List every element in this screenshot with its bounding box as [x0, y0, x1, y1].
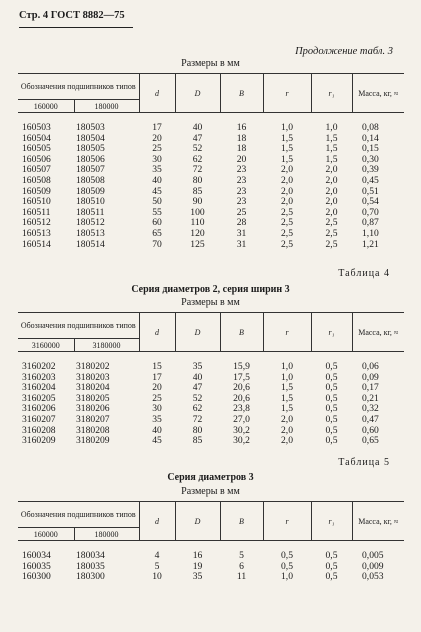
B-header: B [220, 74, 263, 113]
type-b-cell: 3180205 [76, 392, 110, 404]
type-b-cell: 180506 [76, 153, 105, 165]
D-cell: 52 [192, 143, 203, 155]
section3-title: Серия диаметров 3 [167, 472, 254, 483]
mass-cell: 0,21 [362, 392, 379, 404]
mass-cell: 0,45 [362, 174, 379, 186]
B-cell: 30,2 [233, 435, 250, 447]
section2-units: Размеры в мм [181, 297, 240, 308]
table-4-label: Таблица 4 [338, 268, 390, 279]
mass-cell: 0,87 [362, 217, 379, 229]
r-cell: 2,0 [281, 413, 293, 425]
D-cell: 40 [192, 371, 203, 383]
B-cell: 5 [239, 550, 244, 561]
B-header: B [220, 502, 263, 541]
D-cell: 40 [192, 122, 203, 133]
r1-cell: 2,0 [325, 164, 338, 176]
B-cell: 31 [236, 238, 247, 250]
type-a-cell: 160508 [22, 174, 51, 186]
type-b-cell: 3180202 [76, 361, 110, 372]
mass-cell: 0,51 [362, 185, 379, 197]
r-header: r [263, 74, 311, 113]
type-b-cell: 3180203 [76, 371, 110, 383]
B-cell: 23 [236, 164, 247, 176]
designation-header: Обозначения подшипников типов [18, 502, 139, 528]
table-row [18, 572, 404, 583]
type-a-cell: 160512 [22, 217, 51, 229]
type-b-cell: 180509 [76, 185, 105, 197]
D-cell: 80 [192, 424, 203, 436]
d-cell: 35 [152, 413, 162, 425]
mass-cell: 0,15 [362, 143, 379, 155]
D-cell: 110 [190, 217, 205, 229]
table-row [18, 551, 404, 562]
type-a-cell: 160514 [22, 238, 51, 250]
mass-header: Масса, кг, ≈ [352, 502, 404, 541]
B-cell: 20,6 [233, 392, 250, 404]
table-row [18, 362, 404, 373]
r1-cell: 0,5 [325, 424, 338, 436]
D-cell: 100 [190, 206, 205, 218]
header-rule [19, 27, 133, 28]
d-cell: 20 [152, 382, 162, 394]
B-cell: 11 [236, 571, 247, 583]
d-header: d [139, 74, 175, 113]
table-4 [18, 312, 404, 447]
type-a-cell: 3160205 [22, 392, 56, 404]
r-cell: 2,0 [281, 185, 293, 197]
type-b-cell: 180508 [76, 174, 105, 186]
type-a-cell: 160506 [22, 153, 51, 165]
D-cell: 19 [192, 560, 203, 572]
r-cell: 1,0 [281, 361, 293, 372]
type-a-cell: 3160204 [22, 382, 56, 394]
r1-cell: 0,5 [325, 560, 338, 572]
type-a-cell: 160509 [22, 185, 51, 197]
table-row [18, 415, 404, 426]
type-b-header: 180000 [74, 100, 139, 113]
r1-cell: 0,5 [325, 403, 338, 415]
r1-cell: 1,5 [325, 143, 338, 155]
type-a-cell: 3160203 [22, 371, 56, 383]
type-a-cell: 160510 [22, 196, 51, 208]
D-cell: 125 [190, 238, 205, 250]
mass-cell: 0,65 [362, 435, 379, 447]
type-b-cell: 3180206 [76, 403, 110, 415]
section1-units: Размеры в мм [181, 58, 240, 69]
type-b-cell: 180512 [76, 217, 105, 229]
B-cell: 23,8 [233, 403, 250, 415]
D-cell: 85 [192, 185, 203, 197]
section2-title: Серия диаметров 2, серия ширин 3 [131, 284, 290, 295]
r-cell: 2,5 [281, 238, 293, 250]
mass-header: Масса, кг, ≈ [352, 313, 404, 352]
type-a-cell: 3160208 [22, 424, 56, 436]
r1-cell: 0,5 [325, 382, 338, 394]
mass-cell: 1,10 [362, 227, 379, 239]
r-cell: 2,0 [281, 196, 293, 208]
mass-cell: 0,17 [362, 382, 379, 394]
r1-cell: 0,5 [325, 435, 338, 447]
table-row [18, 123, 404, 134]
d-cell: 40 [152, 174, 162, 186]
d-cell: 40 [152, 424, 162, 436]
type-b-cell: 180504 [76, 132, 105, 144]
d-cell: 17 [152, 371, 162, 383]
type-a-cell: 160300 [22, 571, 51, 583]
r-cell: 2,5 [281, 206, 293, 218]
r1-cell: 2,5 [325, 238, 338, 250]
B-cell: 31 [236, 227, 247, 239]
r-cell: 1,5 [281, 392, 293, 404]
type-a-cell: 3160207 [22, 413, 56, 425]
type-b-cell: 180511 [76, 206, 105, 218]
r1-cell: 2,0 [325, 174, 338, 186]
d-cell: 5 [154, 560, 160, 572]
table-5-label: Таблица 5 [338, 457, 390, 468]
type-b-cell: 180510 [76, 196, 105, 208]
type-b-cell: 180507 [76, 164, 105, 176]
B-cell: 17,5 [233, 371, 250, 383]
B-cell: 20,6 [233, 382, 250, 394]
mass-cell: 0,30 [362, 153, 379, 165]
mass-cell: 0,14 [362, 132, 379, 144]
section3-units: Размеры в мм [181, 486, 240, 497]
type-b-cell: 3180209 [76, 435, 110, 447]
r-cell: 1,5 [281, 132, 293, 144]
D-header: D [175, 502, 220, 541]
type-a-cell: 160505 [22, 143, 51, 155]
designation-header: Обозначения подшипников типов [18, 74, 139, 100]
d-cell: 4 [154, 550, 160, 561]
r-header: r [263, 502, 311, 541]
B-header: B [220, 313, 263, 352]
B-cell: 18 [236, 132, 247, 144]
type-a-header: 160000 [18, 100, 74, 113]
type-a-cell: 3160202 [22, 361, 56, 372]
D-header: D [175, 313, 220, 352]
r-cell: 2,5 [281, 217, 293, 229]
B-cell: 23 [236, 174, 247, 186]
type-a-cell: 3160209 [22, 435, 56, 447]
r1-cell: 2,5 [325, 217, 338, 229]
r-cell: 1,5 [281, 403, 293, 415]
B-cell: 23 [236, 196, 247, 208]
r-cell: 1,0 [281, 122, 293, 133]
r-cell: 1,5 [281, 143, 293, 155]
r-cell: 0,5 [281, 550, 293, 561]
D-cell: 47 [192, 132, 203, 144]
D-cell: 35 [192, 571, 203, 583]
d-cell: 30 [152, 153, 162, 165]
r1-header: r₁ [311, 74, 352, 113]
D-cell: 52 [192, 392, 203, 404]
r1-cell: 1,0 [325, 122, 338, 133]
D-header: D [175, 74, 220, 113]
mass-cell: 0,06 [362, 361, 379, 372]
r1-header: r₁ [311, 313, 352, 352]
D-cell: 62 [192, 403, 203, 415]
B-cell: 27,0 [233, 413, 250, 425]
r1-cell: 2,5 [325, 227, 338, 239]
d-cell: 15 [152, 361, 162, 372]
type-b-cell: 180300 [76, 571, 105, 583]
type-a-header: 3160000 [18, 339, 74, 352]
r-cell: 0,5 [281, 560, 293, 572]
d-cell: 70 [152, 238, 162, 250]
d-cell: 30 [152, 403, 162, 415]
r1-cell: 0,5 [325, 550, 338, 561]
r1-cell: 2,0 [325, 206, 338, 218]
r1-cell: 0,5 [325, 392, 338, 404]
d-header: d [139, 313, 175, 352]
r1-header: r₁ [311, 502, 352, 541]
B-cell: 30,2 [233, 424, 250, 436]
B-cell: 28 [236, 217, 247, 229]
continuation-label: Продолжение табл. 3 [295, 46, 393, 57]
mass-cell: 0,053 [362, 571, 384, 583]
r-cell: 2,0 [281, 174, 293, 186]
d-cell: 17 [152, 122, 162, 133]
d-cell: 65 [152, 227, 162, 239]
type-b-cell: 3180207 [76, 413, 110, 425]
mass-cell: 0,60 [362, 424, 379, 436]
r1-cell: 1,5 [325, 132, 338, 144]
type-a-cell: 3160206 [22, 403, 56, 415]
table-row [18, 436, 404, 447]
table-row [18, 176, 404, 187]
d-cell: 10 [152, 571, 162, 583]
d-cell: 25 [152, 143, 162, 155]
type-b-cell: 180035 [76, 560, 105, 572]
D-cell: 120 [190, 227, 205, 239]
type-a-cell: 160504 [22, 132, 51, 144]
type-b-cell: 180505 [76, 143, 105, 155]
table-5 [18, 501, 404, 583]
d-cell: 50 [152, 196, 162, 208]
r1-cell: 2,0 [325, 196, 338, 208]
type-a-cell: 160034 [22, 550, 51, 561]
mass-cell: 0,005 [362, 550, 384, 561]
type-b-cell: 3180208 [76, 424, 110, 436]
mass-cell: 0,32 [362, 403, 379, 415]
mass-cell: 0,47 [362, 413, 379, 425]
B-cell: 6 [239, 560, 244, 572]
D-cell: 90 [192, 196, 203, 208]
D-cell: 62 [192, 153, 203, 165]
r1-cell: 0,5 [325, 361, 338, 372]
type-a-cell: 160035 [22, 560, 51, 572]
mass-cell: 0,39 [362, 164, 379, 176]
type-b-cell: 3180204 [76, 382, 110, 394]
mass-cell: 0,70 [362, 206, 379, 218]
d-cell: 60 [152, 217, 162, 229]
D-cell: 35 [192, 361, 203, 372]
r-header: r [263, 313, 311, 352]
mass-cell: 0,08 [362, 122, 379, 133]
r1-cell: 2,0 [325, 185, 338, 197]
type-a-cell: 160513 [22, 227, 51, 239]
r1-cell: 0,5 [325, 371, 338, 383]
type-a-cell: 160511 [22, 206, 51, 218]
d-cell: 20 [152, 132, 162, 144]
type-b-cell: 180513 [76, 227, 105, 239]
B-cell: 16 [236, 122, 247, 133]
r-cell: 2,0 [281, 435, 293, 447]
mass-cell: 0,09 [362, 371, 379, 383]
B-cell: 20 [236, 153, 247, 165]
page-header: Стр. 4 ГОСТ 8882—75 [19, 10, 125, 21]
type-a-cell: 160507 [22, 164, 51, 176]
B-cell: 23 [236, 185, 247, 197]
r1-cell: 0,5 [325, 413, 338, 425]
table-row [18, 240, 404, 251]
type-b-cell: 180034 [76, 550, 105, 561]
table-row [18, 229, 404, 240]
d-cell: 45 [152, 185, 162, 197]
type-b-cell: 180503 [76, 122, 105, 133]
B-cell: 18 [236, 143, 247, 155]
type-b-header: 3180000 [74, 339, 139, 352]
D-cell: 47 [192, 382, 203, 394]
d-cell: 55 [152, 206, 162, 218]
d-cell: 25 [152, 392, 162, 404]
r1-cell: 0,5 [325, 571, 338, 583]
d-header: d [139, 502, 175, 541]
mass-cell: 0,54 [362, 196, 379, 208]
type-a-header: 160000 [18, 528, 74, 541]
mass-cell: 1,21 [362, 238, 379, 250]
D-cell: 16 [192, 550, 203, 561]
D-cell: 72 [192, 413, 203, 425]
r-cell: 1,0 [281, 571, 293, 583]
designation-header: Обозначения подшипников типов [18, 313, 139, 339]
D-cell: 80 [192, 174, 203, 186]
type-b-header: 180000 [74, 528, 139, 541]
type-b-cell: 180514 [76, 238, 105, 250]
B-cell: 25 [236, 206, 247, 218]
r1-cell: 1,5 [325, 153, 338, 165]
r-cell: 2,0 [281, 164, 293, 176]
table-3-continued [18, 73, 404, 250]
type-a-cell: 160503 [22, 122, 51, 133]
d-cell: 35 [152, 164, 162, 176]
r-cell: 2,5 [281, 227, 293, 239]
D-cell: 72 [192, 164, 203, 176]
B-cell: 15,9 [233, 361, 250, 372]
r-cell: 1,5 [281, 153, 293, 165]
r-cell: 1,0 [281, 371, 293, 383]
r-cell: 2,0 [281, 424, 293, 436]
mass-cell: 0,009 [362, 560, 384, 572]
mass-header: Масса, кг, ≈ [352, 74, 404, 113]
d-cell: 45 [152, 435, 162, 447]
r-cell: 1,5 [281, 382, 293, 394]
D-cell: 85 [192, 435, 203, 447]
